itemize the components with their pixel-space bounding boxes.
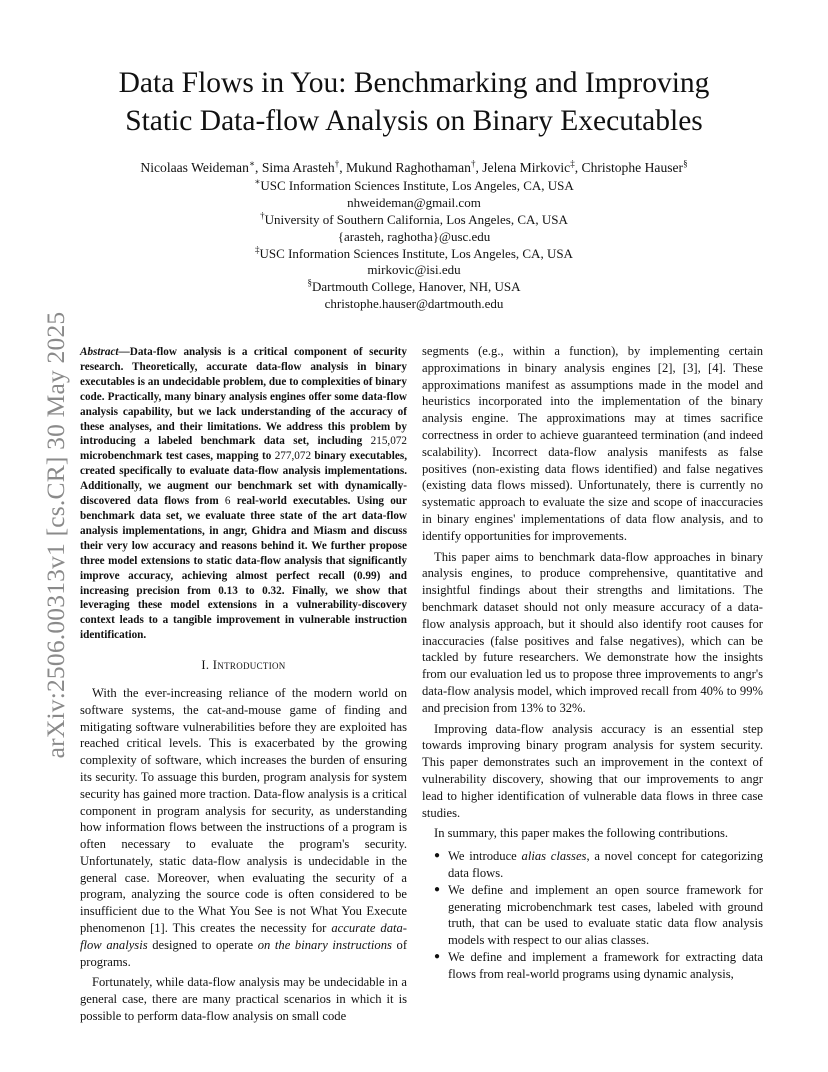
affiliation-mark: † — [260, 210, 265, 221]
intro-paragraph: Fortunately, while data-flow analysis may be undecidable in a general case, there are many practical scenarios in which it is possible to perform data-flow analysis on small code — [80, 975, 407, 1024]
list-item-text: We define and implement an open source framework for generating microbenchmark test cases, labeled with ground truth, that can be used to evaluate static data flow analysis models with respect to our alias classes. — [448, 882, 763, 948]
author-name: Jelena Mirkovic — [482, 160, 571, 175]
right-column — [422, 343, 763, 982]
list-item-text: , a novel concept for categorizing data flows. — [448, 849, 763, 880]
abstract-text: Data-flow analysis is a critical component of security research. Theoretically, accurate data-flow analysis in binary executables is an undecidable problem, due to complexities of binary code. Practically, many binary analysis engines offer some data-flow analysis capability, but we lack understanding of the accuracy of these analyses, and their limitations. We address this problem by introducing a labeled benchmark data set, including — [80, 346, 407, 448]
body-paragraph: segments (e.g., within a function), by implementing certain approximations in binary analysis engines [2], [3], [4]. These approximations manifest as assumptions made in the model and heuristics incorporated into the implementation of the binary analysis engine. The approximations may at times sacrifice correctness in order to achieve guaranteed termination (and indeed scalability). Incorrect data-flow analysis manifests as false positives (non-existing data flows identified) and false negatives (existing data flows missed). Unfortunately, there is currently no systematic approach to evaluate the size and scope of inaccuracies in binary engines' implementations of data flow analysis, and to identify opportunities for improvements. — [422, 344, 763, 543]
author-name: Sima Arasteh — [261, 160, 335, 175]
author-list: Nicolaas Weideman∗, Sima Arasteh†, Mukund Raghothaman†, Jelena Mirkovic‡, Christophe Hauser§ — [140, 158, 688, 175]
title-line-1: Data Flows in You: Benchmarking and Improving — [118, 67, 710, 99]
affiliation-mark: § — [307, 278, 312, 289]
contributions-list — [422, 848, 763, 982]
list-item-text: We introduce — [448, 849, 522, 864]
affiliation-line — [40, 279, 788, 296]
paragraph-text: designed to operate — [147, 937, 258, 952]
body-paragraph: Improving data-flow analysis accuracy is an essential step towards improving binary program analysis for system security. This paper demonstrates such an improvement in the context of vulnerability discovery, showing that our improvements to angr lead to higher identification of vulnerable data flows in three case studies. — [422, 721, 763, 820]
arxiv-identifier-stamp: arXiv:2506.00313v1 [cs.CR] 30 May 2025 — [41, 311, 70, 759]
emphasis-text: on the binary instructions — [257, 937, 392, 952]
author-name: Christophe Hauser — [581, 160, 684, 175]
author-mark: ‡ — [570, 158, 575, 169]
abstract — [80, 345, 407, 643]
emphasis-text: alias classes — [521, 849, 587, 864]
affiliation-mark: ‡ — [255, 244, 260, 255]
affiliation-line — [40, 212, 788, 229]
emphasis-text: accurate data-flow analysis — [80, 921, 408, 952]
abstract-text: binary executables, created specifically to evaluate data-flow analysis implementations. Additionally, we augment our benchmark set with dynamically-discovered data flows from — [80, 450, 407, 508]
abstract-number: 215,072 — [370, 435, 407, 448]
author-name: Mukund Raghothaman — [345, 160, 471, 175]
affiliation-email: mirkovic@isi.edu — [367, 262, 461, 278]
section-heading-introduction: I. Introduction — [201, 658, 286, 673]
list-item — [434, 949, 763, 983]
author-mark: † — [470, 158, 476, 169]
affiliation-email: nhweideman@gmail.com — [347, 194, 481, 210]
author-mark: § — [683, 158, 688, 169]
intro-paragraph — [80, 685, 407, 971]
abstract-label: Abstract — [80, 346, 119, 358]
affiliation-org: University of Southern California, Los Angeles, CA, USA — [264, 211, 568, 227]
author-mark: † — [334, 158, 340, 169]
affiliation-mark: ∗ — [254, 176, 261, 187]
abstract-number: 6 — [224, 495, 231, 508]
list-item-text: We define and implement a framework for extracting data flows from real-world programs using dynamic analysis, — [448, 949, 763, 981]
affiliation-email: {arasteh, raghotha}@usc.edu — [337, 228, 491, 244]
abstract-text: microbenchmark test cases, mapping to — [80, 450, 275, 463]
affiliation-org: Dartmouth College, Hanover, NH, USA — [311, 279, 521, 295]
bullet-icon: ● — [434, 850, 441, 862]
paper-title — [40, 64, 788, 140]
list-item — [434, 882, 763, 949]
body-paragraph: This paper aims to benchmark data-flow approaches in binary analysis engines, to produce comprehensive, quantitative and insightful findings about their strengths and limitations. The benchmark dataset should not only measure accuracy of a data-flow analysis approach, but it should also identify root causes for inaccuracies (false positives and false negatives), which can be tackled by future researchers. We demonstrate how the insights from our evaluation led us to propose three improvements to angr's data-flow analysis model, which improved recall from 40% to 99% and precision from 13% to 32%. — [422, 549, 763, 715]
abstract-text: real-world executables. Using our benchmark data set, we evaluate three state of the art data-flow analysis implementations, in angr, Ghidra and Miasm and discuss their very low accuracy and reasons behind it. We further propose three model extensions to static data-flow analysis that significantly improve accuracy, achieving almost perfect recall (0.99) and increasing precision from 0.13 to 0.32. Finally, we show that leveraging these model extensions in a vulnerability-discovery context leads to a tangible improvement in vulnerable instruction identification. — [80, 495, 407, 642]
affiliation-email: christophe.hauser@dartmouth.edu — [324, 296, 504, 312]
affiliation-org: USC Information Sciences Institute, Los Angeles, CA, USA — [259, 245, 573, 261]
abstract-dash: — — [118, 346, 130, 358]
affiliation-line — [40, 246, 788, 263]
list-item — [434, 848, 763, 882]
paragraph-text: of programs. — [80, 937, 408, 969]
title-line-2: Static Data-flow Analysis on Binary Executables — [125, 105, 703, 137]
author-block — [40, 160, 788, 313]
abstract-number: 277,072 — [274, 450, 312, 463]
bullet-icon: ● — [434, 950, 441, 962]
body-paragraph: In summary, this paper makes the following contributions. — [434, 826, 729, 841]
bullet-icon: ● — [434, 883, 441, 895]
author-mark: ∗ — [248, 158, 256, 169]
affiliation-org: USC Information Sciences Institute, Los Angeles, CA, USA — [260, 177, 574, 193]
paragraph-text: With the ever-increasing reliance of the modern world on software systems, the cat-and-mouse game of finding and mitigating software vulnerabilities before they are exploited has reached critical levels. This is exacerbated by the growing complexity of software, which increases the burden of ensuring its security. To assuage this burden, program analysis for system security has gained more traction. Data-flow analysis is a critical component in program analysis for security, as understanding how information flows between the instructions of a program is often necessary to evaluate the program's security. Unfortunately, static data-flow analysis is undecidable in the general case. Moreover, when evaluating the security of a program, analyzing the source code is often considered to be insufficient due to the What You See is not What You Execute phenomenon [1]. This creates the necessity for — [80, 685, 407, 936]
author-name: Nicolaas Weideman — [140, 160, 249, 175]
left-column — [80, 345, 407, 1025]
affiliation-line — [40, 178, 788, 195]
